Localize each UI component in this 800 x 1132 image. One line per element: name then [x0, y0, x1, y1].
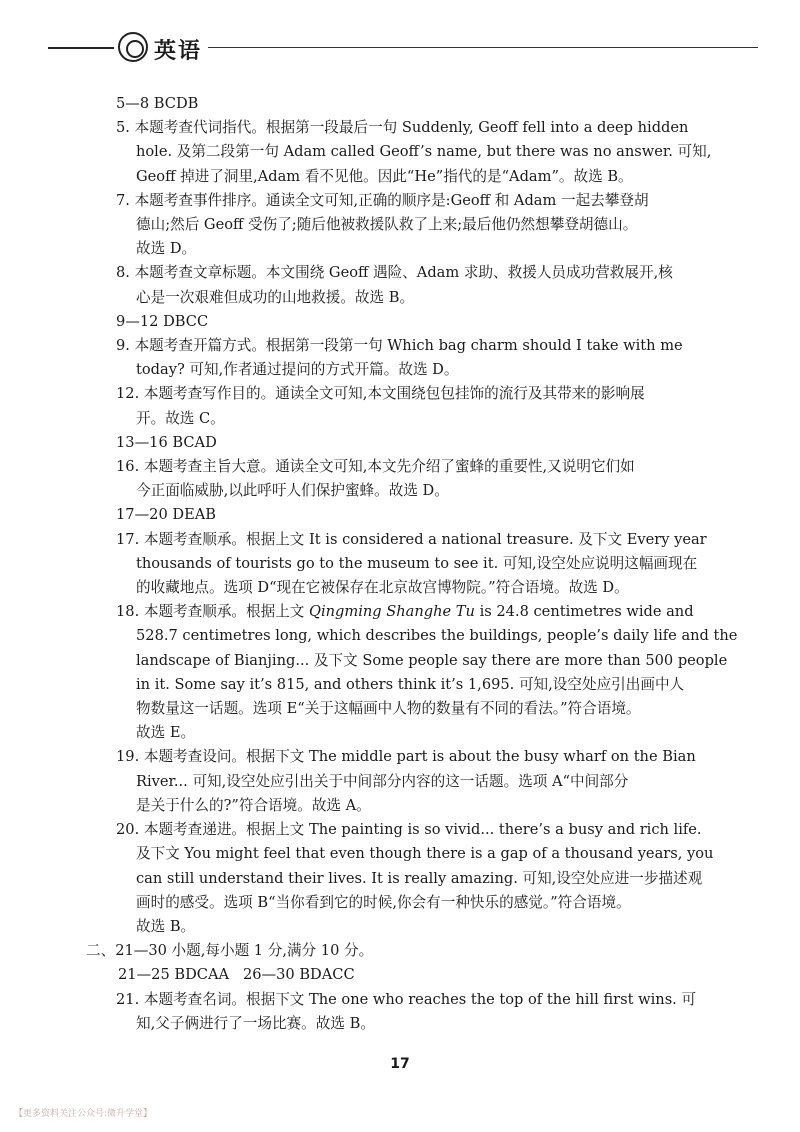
- answer-key-line: 5—8 BCDB: [116, 95, 199, 112]
- explanation-line: 17. 本题考查顺承。根据上文 It is considered a national treasure. 及下文 Every year: [116, 530, 707, 548]
- explanation-segment: 18. 本题考查顺承。根据上文: [116, 603, 310, 621]
- explanation-line: in it. Some say it’s 815, and others think it’s 1,695. 可知,设空处应引出画中人: [136, 675, 685, 693]
- explanation-item: [116, 116, 716, 189]
- explanation-line: can still understand their lives. It is really amazing. 可知,设空处应进一步描述观: [136, 869, 703, 887]
- explanation-line: 7. 本题考查事件排序。通读全文可知,正确的顺序是:Geoff 和 Adam 一起去攀登胡: [116, 191, 649, 209]
- explanation-item: [116, 261, 716, 309]
- explanation-item: [116, 600, 738, 745]
- explanation-line: 故选 E。: [136, 724, 196, 742]
- explanation-line: [116, 600, 716, 624]
- explanation-line: 今正面临威胁,以此呼吁人们保护蜜蜂。故选 D。: [136, 482, 449, 500]
- explanation-line: 故选 D。: [136, 240, 197, 258]
- explanation-item: [116, 455, 716, 503]
- explanation-line: 528.7 centimetres long, which describes the buildings, people’s daily life and the: [136, 627, 738, 645]
- explanation-line: 德山;然后 Geoff 受伤了;随后他被救援队救了上来;最后他仍然想攀登胡德山。: [136, 216, 638, 234]
- painting-title: Qingming Shanghe Tu: [309, 603, 475, 621]
- explanation-line: 5. 本题考查代词指代。根据第一段最后一句 Suddenly, Geoff fell into a deep hidden: [116, 119, 689, 137]
- answer-content: [86, 92, 738, 1036]
- explanation-item: [116, 988, 716, 1036]
- explanation-line: 开。故选 C。: [136, 409, 225, 427]
- explanation-line: 12. 本题考查写作目的。通读全文可知,本文围绕包包挂饰的流行及其带来的影响展: [116, 385, 645, 403]
- explanation-line: 心是一次艰难但成功的山地救援。故选 B。: [136, 288, 415, 306]
- footer-note: 【更多资料关注公众号:微升学堂】: [14, 1109, 153, 1119]
- explanation-line: today? 可知,作者通过提问的方式开篇。故选 D。: [136, 361, 459, 379]
- answer-key-line: 9—12 DBCC: [116, 312, 209, 330]
- logo-icon: [118, 32, 148, 62]
- explanation-line: 及下文 You might feel that even though there is a gap of a thousand years, you: [136, 845, 714, 863]
- explanation-line: 9. 本题考查开篇方式。根据第一段第一句 Which bag charm should I take with me: [116, 337, 683, 355]
- header-rule-right: [208, 47, 758, 48]
- header-title: 英语: [154, 38, 203, 64]
- explanation-line: 知,父子俩进行了一场比赛。故选 B。: [136, 1014, 375, 1032]
- page-header: [48, 30, 758, 66]
- explanation-line: 是关于什么的?”符合语境。故选 A。: [136, 796, 371, 814]
- explanation-line: landscape of Bianjing... 及下文 Some people say there are more than 500 people: [136, 651, 728, 669]
- explanation-line: hole. 及第二段第一句 Adam called Geoff’s name, but there was no answer. 可知,: [136, 143, 712, 161]
- explanation-line: River... 可知,设空处应引出关于中间部分内容的这一话题。选项 A“中间部分: [136, 772, 629, 790]
- explanation-line: 20. 本题考查递进。根据上文 The painting is so vivid... there’s a busy and rich life.: [116, 821, 702, 839]
- explanation-line: 19. 本题考查设问。根据下文 The middle part is about the busy wharf on the Bian: [116, 748, 696, 766]
- explanation-item: [116, 818, 716, 939]
- explanation-line: Geoff 掉进了洞里,Adam 看不见他。因此“He”指代的是“Adam”。故选 B。: [136, 167, 633, 185]
- explanation-item: [116, 528, 716, 601]
- answer-key-line: 13—16 BCAD: [116, 433, 217, 451]
- header-rule-left: [48, 47, 114, 49]
- answer-key-line: 21—25 BDCAA 26—30 BDACC: [118, 966, 355, 984]
- explanation-item: [116, 745, 716, 818]
- explanation-line: 物数量这一话题。选项 E“关于这幅画中人物的数量有不同的看法。”符合语境。: [136, 700, 641, 718]
- explanation-item: [116, 189, 716, 262]
- page-number: 17: [390, 1056, 410, 1072]
- explanation-line: thousands of tourists go to the museum to see it. 可知,设空处应说明这幅画现在: [136, 554, 698, 572]
- explanation-line: 的收藏地点。选项 D“现在它被保存在北京故宫博物院。”符合语境。故选 D。: [136, 579, 629, 597]
- answer-key-line: 17—20 DEAB: [116, 506, 216, 524]
- explanation-item: [116, 382, 716, 430]
- explanation-line: 16. 本题考查主旨大意。通读全文可知,本文先介绍了蜜蜂的重要性,又说明它们如: [116, 458, 635, 476]
- section-heading: 二、21—30 小题,每小题 1 分,满分 10 分。: [86, 942, 374, 960]
- explanation-line: 21. 本题考查名词。根据下文 The one who reaches the top of the hill first wins. 可: [116, 990, 697, 1008]
- explanation-item: [116, 334, 716, 382]
- explanation-line: 故选 B。: [136, 917, 196, 935]
- explanation-segment: is 24.8 centimetres wide and: [474, 603, 694, 621]
- explanation-line: 8. 本题考查文章标题。本文围绕 Geoff 遇险、Adam 求助、救援人员成功营救展开,核: [116, 264, 673, 282]
- explanation-line: 画时的感受。选项 B“当你看到它的时候,你会有一种快乐的感觉。”符合语境。: [136, 893, 631, 911]
